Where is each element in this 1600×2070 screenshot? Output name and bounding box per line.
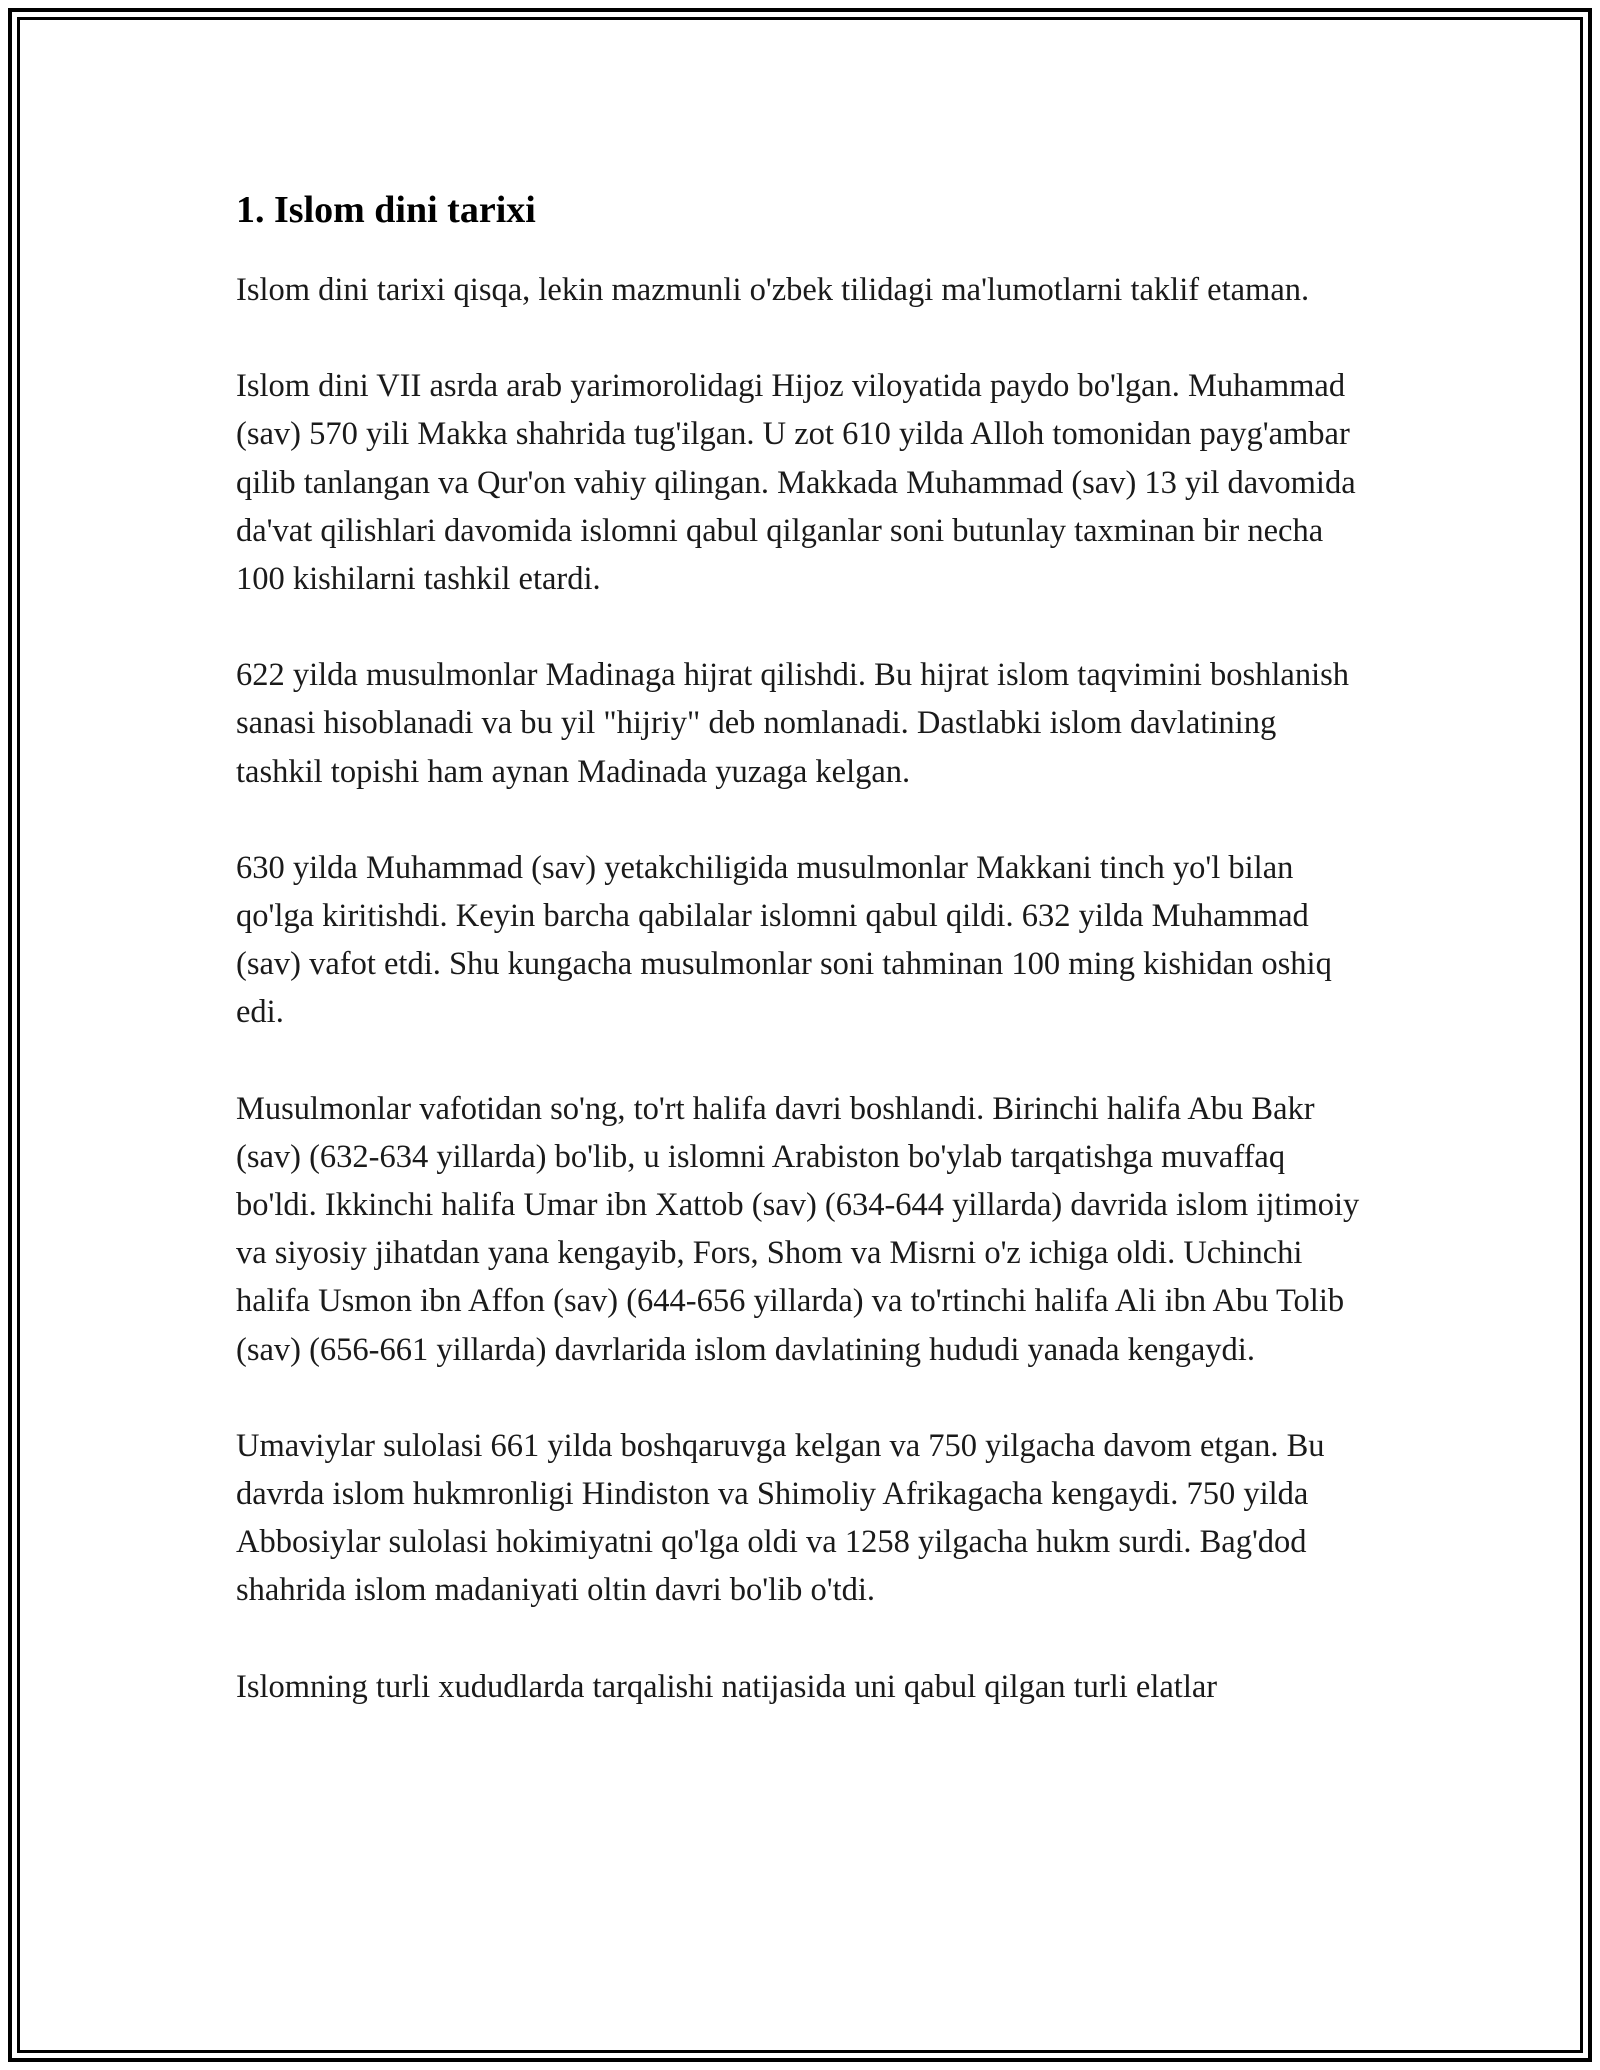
document-title: 1. Islom dini tarixi (236, 189, 536, 231)
paragraph-mecca-conquest: 630 yilda Muhammad (sav) yetakchiligida musulmonlar Makkani tinch yo'l bilan qo'lga kiritishdi. Keyin barcha qabilalar islomni qabul qildi. 632 yilda Muhammad (sav) vafot etdi. Shu kungacha musulmonlar soni tahminan 100 ming kishidan oshiq edi. (236, 849, 1332, 1031)
document-body (236, 186, 1366, 1759)
paragraph-caliphs: Musulmonlar vafotidan so'ng, to'rt halifa davri boshlandi. Birinchi halifa Abu Bakr (sav) (632-634 yillarda) bo'lib, u islomni Arabiston bo'ylab tarqatishga muvaffaq bo'ldi. Ikkinchi halifa Umar ibn Xattob (sav) (634-644 yillarda) davrida islom ijtimoiy va siyosiy jihatdan yana kengayib, Fors, Shom va Misrni o'z ichiga oldi. Uchinchi halifa Usmon ibn Affon (sav) (644-656 yillarda) va to'rtinchi halifa Ali ibn Abu Tolib (sav) (656-661 yillarda) davrlarida islom davlatining hududi yanada kengaydi. (236, 1090, 1360, 1368)
paragraph-origins: Islom dini VII asrda arab yarimorolidagi Hijoz viloyatida paydo bo'lgan. Muhammad (sav) 570 yili Makka shahrida tug'ilgan. U zot 610 yilda Alloh tomonidan payg'ambar qilib tanlangan va Qur'on vahiy qilingan. Makkada Muhammad (sav) 13 yil davomida da'vat qilishlari davomida islomni qabul qilganlar soni butunlay taxminan bir necha 100 kishilarni tashkil etardi. (236, 368, 1356, 598)
paragraph-dynasties: Umaviylar sulolasi 661 yilda boshqaruvga kelgan va 750 yilgacha davom etgan. Bu davrda islom hukmronligi Hindiston va Shimoliy Afrikagacha kengaydi. 750 yilda Abbosiylar sulolasi hokimiyatni qo'lga oldi va 1258 yilgacha hukm surdi. Bag'dod shahrida islom madaniyati oltin davri bo'lib o'tdi. (236, 1427, 1325, 1609)
paragraph-spread: Islomning turli xududlarda tarqalishi natijasida uni qabul qilgan turli elatlar (236, 1668, 1218, 1705)
paragraph-intro: Islom dini tarixi qisqa, lekin mazmunli o'zbek tilidagi ma'lumotlarni taklif etaman. (236, 272, 1310, 308)
paragraph-hijra: 622 yilda musulmonlar Madinaga hijrat qilishdi. Bu hijrat islom taqvimini boshlanish sanasi hisoblanadi va bu yil "hijriy" deb nomlanadi. Dastlabki islom davlatining tashkil topishi ham aynan Madinada yuzaga kelgan. (236, 657, 1350, 790)
